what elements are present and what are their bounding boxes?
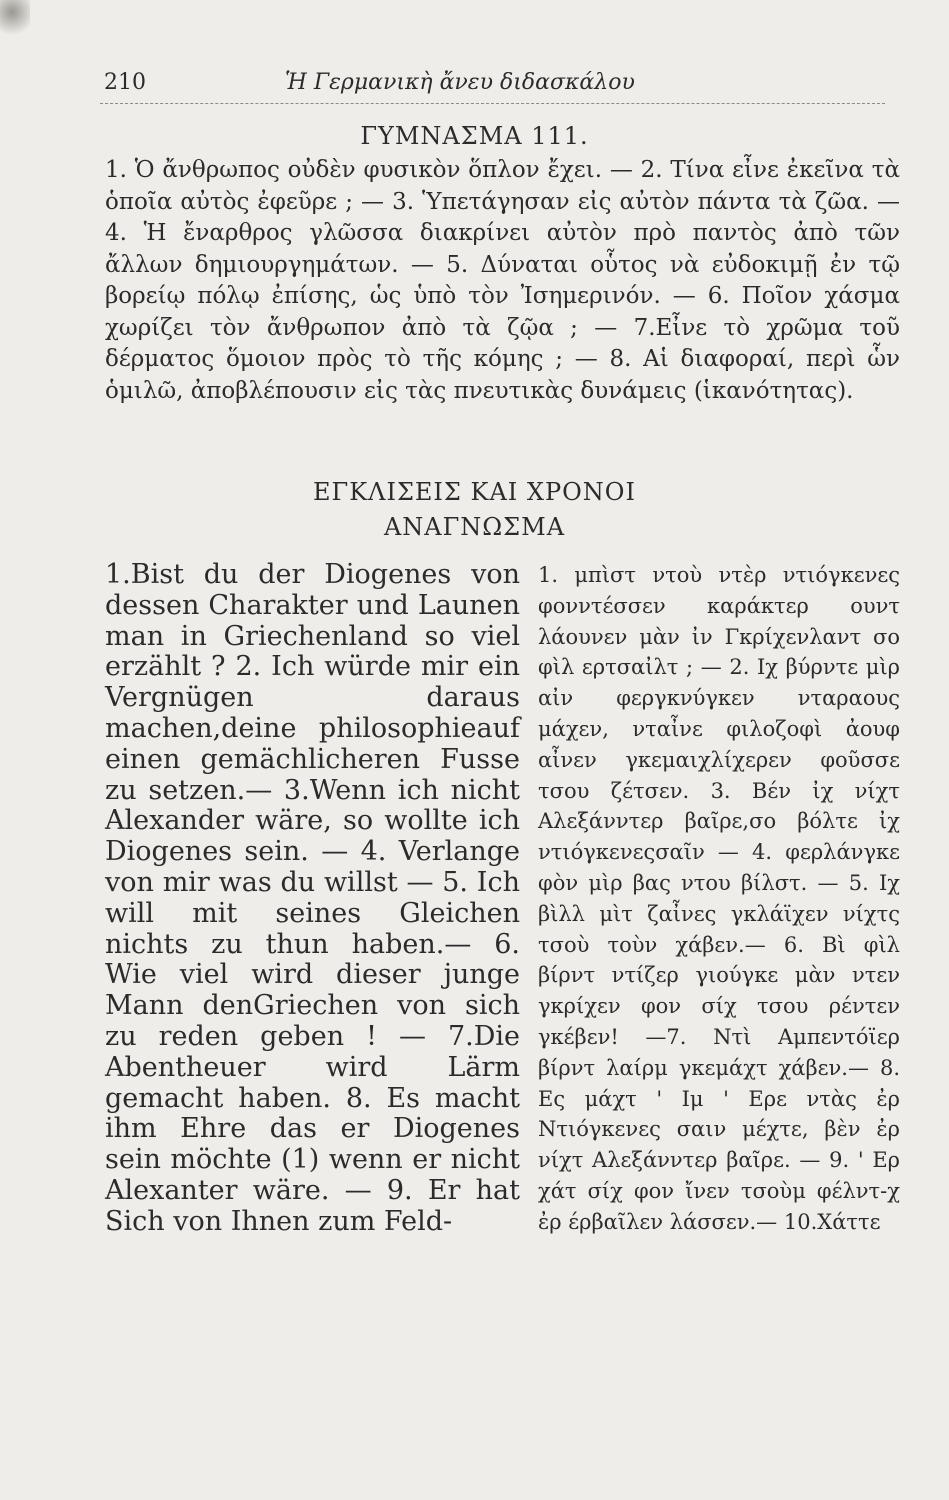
- exercise-text: 1. Ὁ ἄνθρωπος οὐδὲν φυσικὸν ὅπλον ἔχει. — 2. Τίνα εἶνε ἐκεῖνα τὰ ὁποῖα αὐτὸς ἐφεῦρε ; — 3. Ὑπετάγησαν εἰς αὐτὸν πάντα τὰ ζῶα. — 4. Ἡ ἔναρθρος γλῶσσα διακρίνει αὐτὸν πρὸ παντὸς ἀπὸ τῶν ἄλλων δημιουργημάτων. — 5. Δύναται οὗτος νὰ εὐδοκιμῇ ἐν τῷ βορείῳ πόλῳ ἐπίσης, ὡς ὑπὸ τὸν Ἰσημερινόν. — 6. Ποῖον χάσμα χωρίζει τὸν ἄνθρωπον ἀπὸ τὰ ζῷα ; — 7.Εἶνε τὸ χρῶμα τοῦ δέρματος ὅμοιον πρὸς τὸ τῆς κόμης ; — 8. Αἱ διαφοραί, περὶ ὧν ὁμιλῶ, ἀποβλέπουσιν εἰς τὰς πνευτικὰς δυνάμεις (ἱκανότητας).: [105, 157, 900, 404]
- page-stain: [0, 0, 30, 40]
- reading-subheading: ΑΝΑΓΝΩΣΜΑ: [383, 513, 566, 541]
- pronunciation-column: 1. μπὶστ ντοὺ ντὲρ ντιόγκενες φονντέσσεν καράκτερ ουντ λάουνεν μὰν ἰν Γκρίχενλαντ σο φὶλ ερτσαἰλτ ; — 2. Ιχ βύρντε μὶρ αἰν φεργκνύγκεν νταραους μάχεν, νταἶνε φιλοζοφὶ ἀουφ αἶνεν γκεμαιχλίχερεν φοῦσσε τσου ζέτσεν. 3. Βέν ἰχ νίχτ Αλεξάνντερ βαῖρε,σο βόλτε ἰχ ντιόγκενεςσαῖν — 4. φερλάνγκε φὸν μὶρ βας ντου βίλστ. — 5. Ιχ βὶλλ μὶτ ζαἶνες γκλάϊχεν νίχτς τσοὺ τοὺν χάβεν.— 6. Βὶ φὶλ βίρντ ντίζερ γιούγκε μὰν ντεν γκρίχεν φον σίχ τσου ρέντεν γκέβεν! —7. Ντὶ Αμπεντόϊερ βίρντ λαίρμ γκεμάχτ χάβεν.— 8. Ες μάχτ ' Ιμ ' Ερε ντὰς ἐρ Ντιόγκενες σαιν μέχτε, βὲν ἐρ νίχτ Αλεξάνντερ βαῖρε. — 9. ' Ερ χάτ σίχ φον ἴνεν τσοὺμ φέλντ-χ ἐρ έρβαῖλεν λάσσεν.— 10.Χάττε: [538, 563, 900, 1234]
- german-column: 1.Bist du der Diogenes von dessen Charakter und Launen man in Griechenland so viel erzählt ? 2. Ich würde mir ein Vergnügen daraus machen,deine philosophieauf einen gemächlicheren Fusse zu setzen.— 3.Wenn ich nicht Alexander wäre, so wollte ich Diogenes sein. — 4. Verlange von mir was du willst — 5. Ich will mit seines Gleichen nichts zu thun haben.— 6. Wie viel wird dieser junge Mann denGriechen von sich zu reden geben ! — 7.Die Abentheuer wird Lärm gemacht haben. 8. Es macht ihm Ehre das er Diogenes sein möchte (1) wenn er nicht Alexanter wäre. — 9. Er hat Sich von Ihnen zum Feld-: [105, 559, 520, 1237]
- reading-heading: ΕΓΚΛΙΣΕΙΣ ΚΑΙ ΧΡΟΝΟΙ: [313, 478, 636, 506]
- header-rule: [100, 103, 885, 104]
- exercise-title: ΓΥΜΝΑΣΜΑ 111.: [360, 122, 589, 150]
- running-title: Ἡ Γερμανικὴ ἄνευ διδασκάλου: [285, 70, 635, 95]
- page-number: 210: [104, 70, 146, 95]
